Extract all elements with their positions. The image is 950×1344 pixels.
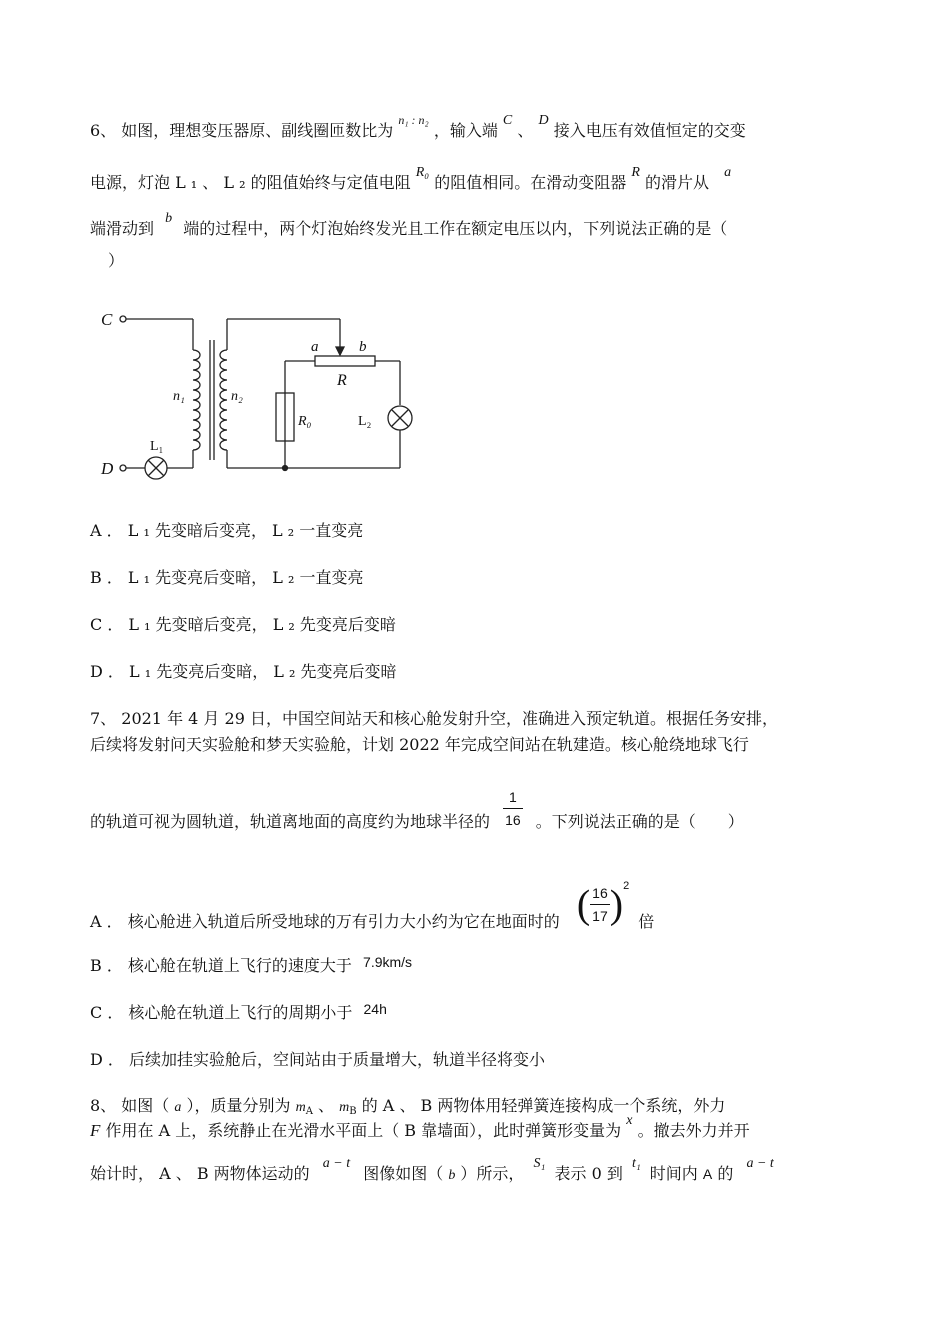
q6-b: b <box>165 211 173 226</box>
q8-x: x <box>626 1113 633 1128</box>
circuit-label-n1: n₁ <box>173 389 185 404</box>
q6-ratio: n₁ : n₂ <box>398 113 429 127</box>
q7-optA-exp: 2 <box>623 879 630 892</box>
q8-line3-text-d: 表示 0 到 <box>554 1164 623 1183</box>
q6-line2 <box>90 165 732 196</box>
q8-mB-sub: B <box>349 1106 357 1117</box>
q7-frac-num: 1 <box>503 786 523 809</box>
q6-line4: ） <box>108 251 125 270</box>
q6-option-d: D ． L ₁ 先变亮后变暗， L ₂ 先变亮后变暗 <box>90 662 397 681</box>
q8-line3-text-e: 时间内 <box>649 1164 698 1183</box>
q7-option-d: D ． 后续加挂实验舱后，空间站由于质量增大，轨道半径将变小 <box>90 1050 546 1069</box>
primary-coil <box>193 350 200 450</box>
q7-optA-text: A ． 核心舱进入轨道后所受地球的万有引力大小约为它在地面时的 <box>90 912 560 931</box>
q6-R: R <box>631 165 640 180</box>
q6-line1-text-b: ，输入端 <box>433 121 498 140</box>
q7-optC-value: 24h <box>363 1001 387 1017</box>
q8-t1: t₁ <box>631 1156 641 1171</box>
q8-line3 <box>90 1156 774 1187</box>
q6-line1-text-c: 接入电压有效值恒定的交变 <box>553 121 746 140</box>
q6-line2-text-b: 的阻值相同。在滑动变阻器 <box>434 173 627 192</box>
q8-fig-a: a <box>174 1100 182 1115</box>
circuit-label-R0: R₀ <box>298 414 312 429</box>
circuit-label-b: b <box>359 339 367 355</box>
q8-A: A <box>702 1166 713 1182</box>
q7-optB-text: B ． 核心舱在轨道上飞行的速度大于 <box>90 956 352 975</box>
q8-line2-text-b: 。撤去外力并开 <box>637 1121 750 1140</box>
q7-optA-den: 17 <box>592 908 608 924</box>
q6-line2-text-a: 电源，灯泡 L ₁ 、 L ₂ 的阻值始终与定值电阻 <box>90 173 411 192</box>
q6-option-b: B ． L ₁ 先变亮后变暗， L ₂ 一直变亮 <box>90 568 364 587</box>
q7-option-c <box>90 1002 387 1024</box>
secondary-coil <box>220 350 227 450</box>
circuit-label-L2: L₂ <box>358 414 372 429</box>
q8-line3-text-a: 始计时， A 、 B 两物体运动的 <box>90 1164 310 1183</box>
q7-fraction <box>503 786 523 831</box>
circuit-label-a: a <box>311 339 319 355</box>
q7-option-a <box>90 879 655 945</box>
q6-sep: 、 <box>517 121 534 140</box>
q7-optA-num: 16 <box>590 882 610 905</box>
q7-option-b <box>90 955 412 977</box>
q8-line1-text-a: 8、 如图（ <box>90 1096 170 1115</box>
q7-frac-den: 16 <box>505 812 521 828</box>
q7-line2: 后续将发射问天实验舱和梦天实验舱，计划 2022 年完成空间站在轨建造。核心舱绕地球飞行 <box>90 735 749 754</box>
circuit-label-n2: n₂ <box>231 389 243 404</box>
q7-line3-text-a: 的轨道可视为圆轨道，轨道离地面的高度约为地球半径的 <box>90 812 491 831</box>
q6-C: C <box>502 113 513 128</box>
circuit-label-D: D <box>101 459 114 478</box>
q6-line1 <box>90 113 746 144</box>
q7-optB-value: 7.9km/s <box>363 954 413 970</box>
q6-line3 <box>90 211 728 242</box>
q8-line1-text-b: ），质量分别为 <box>186 1096 291 1115</box>
q6-line1-text-a: 6、 如图，理想变压器原、副线圈匝数比为 <box>90 121 394 140</box>
q8-F: F <box>90 1121 101 1140</box>
q8-line3-text-c: ）所示， <box>460 1164 525 1183</box>
q8-at1: a − t <box>322 1156 351 1171</box>
circuit-label-L1: L₁ <box>150 439 164 454</box>
q7-line3-text-b: 。下列说法正确的是（ ） <box>535 812 744 831</box>
q7-optA-text-b: 倍 <box>638 912 655 931</box>
q8-line2 <box>90 1113 750 1144</box>
q8-line3-text-f: 的 <box>717 1164 734 1183</box>
q8-line1-text-c: 的 A 、 B 两物体用轻弹簧连接构成一个系统，外力 <box>361 1096 726 1115</box>
q8-fig-b: b <box>448 1168 456 1183</box>
q8-line3-text-b: 图像如图（ <box>363 1164 444 1183</box>
q7-line1: 7、 2021 年 4 月 29 日，中国空间站天和核心舱发射升空，准确进入预定轨道。根据任务安排， <box>90 709 778 728</box>
q6-line3-text-b: 端的过程中，两个灯泡始终发光且工作在额定电压以内，下列说法正确的是（ <box>183 219 728 238</box>
q6-line3-text-a: 端滑动到 <box>90 219 155 238</box>
q8-sep: 、 <box>318 1096 335 1115</box>
q6-line2-text-c: 的滑片从 <box>644 173 709 192</box>
q6-R0: R₀ <box>415 165 430 180</box>
terminal-C <box>120 316 126 322</box>
q8-mA-sub: A <box>305 1106 313 1117</box>
q7-optC-text: C ． 核心舱在轨道上飞行的周期小于 <box>90 1003 353 1022</box>
q8-line2-text-a: 作用在 A 上，系统静止在光滑水平面上（ B 靠墙面），此时弹簧形变量为 <box>105 1121 622 1140</box>
rheostat-R <box>315 356 375 366</box>
terminal-D <box>120 465 126 471</box>
q8-mB: m <box>339 1100 350 1115</box>
q8-mA: m <box>295 1100 306 1115</box>
q7-optA-expression: ( $\frac{16}{17}$ )$^2$ <box>576 879 630 927</box>
circuit-label-C: C <box>101 310 113 329</box>
q8-at2: a − t <box>746 1156 774 1171</box>
q7-line3 <box>90 789 744 845</box>
q6-circuit-diagram <box>95 300 425 490</box>
circuit-label-R: R <box>337 372 347 389</box>
q6-option-c: C ． L ₁ 先变暗后变亮， L ₂ 先变亮后变暗 <box>90 615 396 634</box>
q6-D: D <box>538 113 549 128</box>
q8-S1: S₁ <box>533 1156 546 1171</box>
q6-a: a <box>724 165 732 180</box>
q6-option-a: A ． L ₁ 先变暗后变亮， L ₂ 一直变亮 <box>90 521 364 540</box>
